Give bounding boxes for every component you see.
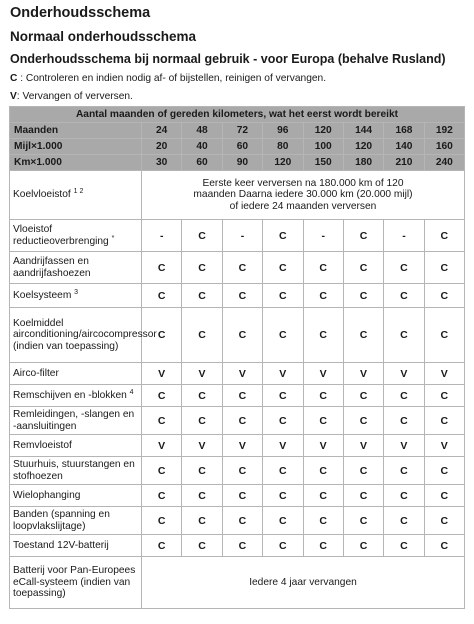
schedule-cell: C [142,507,182,535]
schedule-cell: C [303,407,343,435]
legend-c-key: C [10,73,18,84]
footnote-marker: 4 [129,388,134,396]
schedule-cell: V [303,435,343,457]
table-row [10,252,465,284]
header-cell: 192 [424,123,464,139]
header-cell: 168 [384,123,424,139]
schedule-cell: C [182,284,222,308]
row-label [10,535,142,557]
schedule-cell: C [263,308,303,363]
header-cell: 40 [182,139,222,155]
schedule-cell: C [343,485,383,507]
schedule-cell: C [384,507,424,535]
schedule-cell: C [343,457,383,485]
schedule-cell: C [263,535,303,557]
header-cell: 120 [303,123,343,139]
row-label-text: Stuurhuis, stuurstangen en stofhoezen [13,459,135,482]
header-cell: 210 [384,155,424,171]
schedule-cell: C [142,457,182,485]
header-cell: 240 [424,155,464,171]
schedule-cell: C [222,407,262,435]
schedule-cell: C [384,457,424,485]
schedule-cell: C [303,252,343,284]
schedule-cell: V [384,363,424,385]
header-row [10,123,465,139]
legend-v-text: : Vervangen of verversen. [16,91,133,102]
row-label-text: Airco-filter [13,367,59,379]
section-title: Onderhoudsschema bij normaal gebruik - voor Europa (behalve Rusland) [10,52,446,66]
schedule-cell: C [303,284,343,308]
schedule-cell: C [424,252,464,284]
interval-note: Eerste keer verversen na 180.000 km of 120 maanden Daarna iedere 30.000 km (20.000 mijl) of iedere 24 maanden verversen [142,171,465,220]
schedule-cell: C [222,385,262,407]
header-row [10,155,465,171]
schedule-cell: C [343,535,383,557]
schedule-cell: V [424,435,464,457]
header-cell: 80 [263,139,303,155]
table-row [10,485,465,507]
row-label [10,284,142,308]
schedule-cell: C [343,308,383,363]
row-label-text: Remvloeistof [13,439,72,451]
row-label-text: Wielophanging [13,489,81,501]
table-row [10,557,465,609]
header-row-label: Mijl×1.000 [10,139,142,155]
row-label-text: Batterij voor Pan-Europees eCall-systeem (indien van toepassing) [13,565,136,600]
legend-v [10,91,133,102]
schedule-cell: C [384,284,424,308]
table-row [10,385,465,407]
schedule-cell: C [263,220,303,252]
schedule-cell: V [222,435,262,457]
header-cell: 150 [303,155,343,171]
schedule-cell: C [142,485,182,507]
row-label [10,385,142,407]
schedule-cell: C [384,385,424,407]
header-cell: 180 [343,155,383,171]
schedule-cell: C [303,385,343,407]
schedule-cell: C [142,284,182,308]
schedule-cell: V [343,363,383,385]
header-cell: 160 [424,139,464,155]
schedule-cell: C [142,385,182,407]
schedule-cell: C [303,485,343,507]
schedule-cell: C [424,457,464,485]
header-cell: 144 [343,123,383,139]
header-cell: 48 [182,123,222,139]
schedule-cell: C [424,284,464,308]
schedule-cell: C [142,407,182,435]
schedule-cell: C [343,284,383,308]
row-label [10,457,142,485]
schedule-cell: C [343,407,383,435]
table-row [10,171,465,220]
schedule-cell: C [424,308,464,363]
table-row [10,308,465,363]
schedule-cell: C [384,535,424,557]
row-label [10,485,142,507]
schedule-cell: C [182,407,222,435]
schedule-cell: C [384,308,424,363]
schedule-cell: V [182,363,222,385]
schedule-cell: C [384,407,424,435]
schedule-cell: C [384,252,424,284]
schedule-cell: C [303,457,343,485]
schedule-cell: C [182,507,222,535]
footnote-marker: 3 [74,288,79,296]
schedule-cell: C [142,308,182,363]
schedule-cell: C [182,457,222,485]
row-label-text: Koelvloeistof [13,189,71,201]
schedule-cell: C [182,485,222,507]
row-label-text: Koelsysteem [13,289,72,301]
header-cell: 60 [182,155,222,171]
schedule-cell: C [222,485,262,507]
row-label-text: Toestand 12V-batterij [13,539,109,551]
footnote-marker: 1 2 [73,188,84,196]
header-cell: 96 [263,123,303,139]
schedule-cell: C [303,535,343,557]
schedule-cell: C [142,252,182,284]
schedule-cell: C [222,457,262,485]
schedule-cell: - [303,220,343,252]
header-cell: 120 [343,139,383,155]
table-row [10,535,465,557]
schedule-cell: C [343,507,383,535]
row-label [10,407,142,435]
schedule-cell: C [222,308,262,363]
schedule-cell: C [263,507,303,535]
schedule-cell: C [263,252,303,284]
schedule-cell: C [343,385,383,407]
schedule-cell: C [424,507,464,535]
row-label-text: Vloeistof reductieoverbrenging [13,224,109,247]
header-cell: 60 [222,139,262,155]
table-row [10,220,465,252]
table-row [10,284,465,308]
schedule-cell: - [222,220,262,252]
row-label [10,308,157,363]
table-row [10,435,465,457]
row-label [10,363,142,385]
row-label-text: Remleidingen, -slangen en -aansluitingen [13,409,135,432]
header-cell: 120 [263,155,303,171]
table-row [10,457,465,485]
row-label [10,507,142,535]
schedule-cell: C [424,220,464,252]
row-label [10,220,142,252]
schedule-cell: - [142,220,182,252]
legend-v-key: V [10,91,17,102]
schedule-cell: C [263,407,303,435]
schedule-cell: V [384,435,424,457]
schedule-cell: C [263,457,303,485]
row-label-text: Remschijven en -blokken [13,389,127,401]
row-label-text: Aandrijfassen en aandrijfashoezen [13,256,91,279]
row-label-text: Banden (spanning en loopvlakslijtage) [13,509,110,532]
row-label-text: Koelmiddel airconditioning/aircocompressor (indien van toepassing) [13,317,157,352]
row-label [10,557,142,609]
schedule-cell: V [303,363,343,385]
schedule-cell: C [222,252,262,284]
schedule-cell: V [142,435,182,457]
header-cell: 20 [142,139,182,155]
header-row [10,139,465,155]
schedule-cell: C [424,535,464,557]
schedule-cell: C [263,284,303,308]
table-row [10,363,465,385]
footnote-marker: * [111,234,115,242]
schedule-cell: V [142,363,182,385]
page-subtitle: Normaal onderhoudsschema [10,29,197,44]
schedule-cell: V [182,435,222,457]
schedule-cell: V [343,435,383,457]
row-label [10,252,142,284]
schedule-cell: C [303,308,343,363]
schedule-cell: C [343,252,383,284]
schedule-cell: C [182,385,222,407]
header-cell: 30 [142,155,182,171]
legend-c-text: : Controleren en indien nodig af- of bijstellen, reinigen of vervangen. [20,73,327,84]
schedule-cell: C [424,485,464,507]
schedule-cell: C [222,535,262,557]
schedule-cell: V [222,363,262,385]
schedule-cell: C [182,535,222,557]
schedule-cell: C [424,385,464,407]
table-row [10,507,465,535]
schedule-cell: C [384,485,424,507]
row-label [10,435,142,457]
header-cell: 90 [222,155,262,171]
header-row-label: Maanden [10,123,142,139]
header-cell: 140 [384,139,424,155]
schedule-cell: C [222,284,262,308]
maintenance-table [9,106,465,609]
schedule-cell: C [263,385,303,407]
schedule-cell: C [182,308,222,363]
header-cell: 100 [303,139,343,155]
header-cell: 72 [222,123,262,139]
table-row [10,407,465,435]
schedule-cell: V [263,435,303,457]
header-cell: 24 [142,123,182,139]
schedule-cell: V [263,363,303,385]
schedule-cell: C [303,507,343,535]
schedule-cell: C [182,252,222,284]
schedule-cell: C [142,535,182,557]
table-title: Aantal maanden of gereden kilometers, wat het eerst wordt bereikt [10,107,465,123]
schedule-cell: C [222,507,262,535]
header-row-label: Km×1.000 [10,155,142,171]
schedule-cell: C [263,485,303,507]
legend-c [10,73,326,84]
interval-note: Iedere 4 jaar vervangen [142,557,465,609]
page-title: Onderhoudsschema [10,5,151,21]
schedule-cell: V [424,363,464,385]
schedule-cell: C [182,220,222,252]
schedule-cell: - [384,220,424,252]
schedule-cell: C [424,407,464,435]
schedule-cell: C [343,220,383,252]
row-label [10,171,142,220]
